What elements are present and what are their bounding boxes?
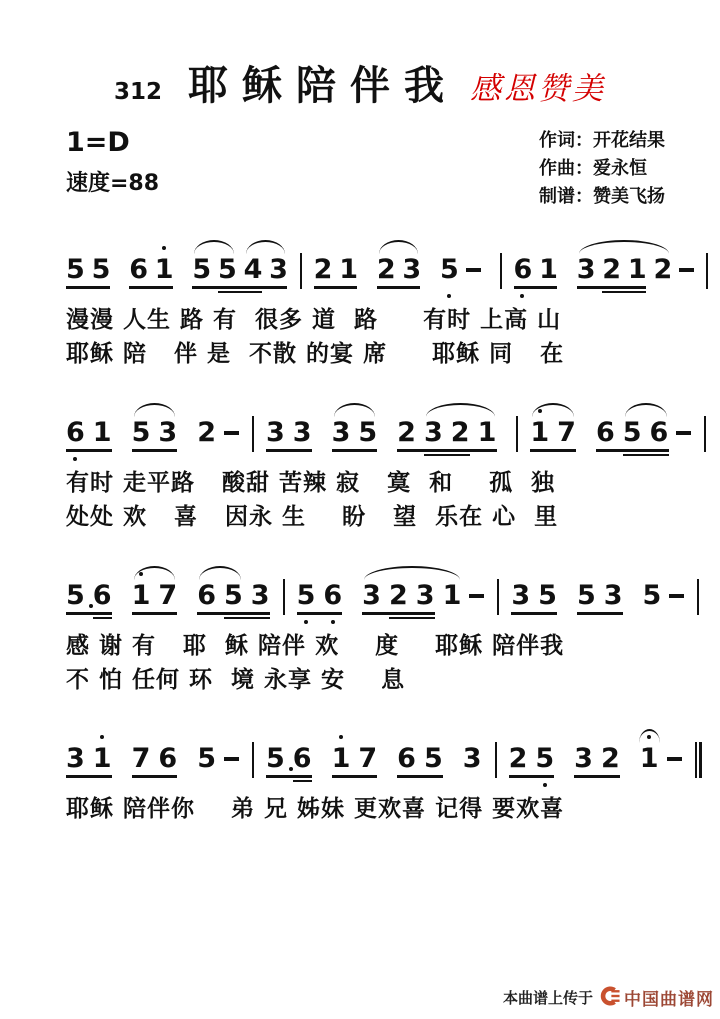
song-number: 312 bbox=[113, 79, 162, 105]
uploader-text: 本曲谱上传于 bbox=[502, 989, 593, 1007]
meta-row bbox=[66, 127, 665, 211]
song-title: 耶稣陪伴我 bbox=[188, 63, 458, 109]
note-token: 3 bbox=[331, 417, 351, 448]
octave-dot-low bbox=[73, 457, 77, 461]
note-token: 3 bbox=[576, 254, 596, 285]
note-token: 7 bbox=[557, 417, 576, 448]
credit-composer: 作曲：爱永恒 bbox=[539, 158, 647, 179]
beam-underline bbox=[362, 612, 435, 615]
note-token: 3 bbox=[511, 580, 531, 611]
note-token: 5 bbox=[538, 580, 557, 611]
note-token: 3 bbox=[292, 417, 312, 448]
footer-watermark bbox=[503, 985, 714, 1010]
note-token: 5 bbox=[66, 581, 85, 611]
note-token: 6 bbox=[397, 743, 416, 774]
note-token: 5 bbox=[192, 254, 212, 285]
final-barline bbox=[695, 742, 702, 778]
note-token: 5 bbox=[91, 254, 111, 285]
barline bbox=[697, 579, 699, 615]
music-line-4 bbox=[66, 744, 720, 778]
note-token: 6 bbox=[514, 255, 532, 285]
note-token: 1 bbox=[93, 744, 112, 774]
note-token: 5 bbox=[576, 580, 596, 611]
music-line-1 bbox=[66, 255, 720, 289]
note-token: 5 bbox=[535, 744, 554, 774]
song-subtitle: 感恩赞美 bbox=[470, 71, 606, 107]
note-token: 3 bbox=[574, 743, 593, 774]
note-token: 2 bbox=[388, 580, 408, 611]
barline bbox=[252, 742, 254, 778]
note-token: 1 bbox=[539, 254, 558, 285]
barline bbox=[300, 253, 302, 289]
dash-note bbox=[676, 418, 691, 448]
note-token: 3 bbox=[66, 743, 85, 774]
note-token: 1 bbox=[332, 744, 351, 774]
site-logo-icon bbox=[600, 986, 620, 1010]
note-token: 5 bbox=[440, 255, 458, 285]
note-token: 5 bbox=[223, 580, 243, 611]
note-token: 3 bbox=[158, 417, 178, 448]
beam-underline bbox=[577, 612, 623, 615]
note-token: 1 bbox=[442, 580, 462, 611]
note-token: 7 bbox=[158, 580, 178, 611]
beam-underline bbox=[129, 286, 173, 289]
dash-note bbox=[679, 255, 693, 285]
beam-underline bbox=[514, 286, 557, 289]
beam-underline bbox=[424, 454, 470, 457]
note-token: 6 bbox=[92, 580, 112, 611]
note-token: 3 bbox=[423, 417, 443, 448]
barline bbox=[706, 253, 708, 289]
barline bbox=[497, 579, 499, 615]
beam-underline bbox=[132, 449, 177, 452]
lyric-line-2-verse-2: 处处 欢 喜 因永 生 盼 望 乐在 心 里 bbox=[66, 504, 559, 530]
beam-underline bbox=[511, 612, 557, 615]
slur-arc bbox=[364, 566, 460, 580]
beam-underline bbox=[577, 286, 646, 289]
note-token: 5 bbox=[622, 417, 642, 448]
beam-underline bbox=[266, 449, 312, 452]
note-token: 5 bbox=[66, 254, 85, 285]
lyric-line-2-verse-1: 有时 走平路 酸甜 苦辣 寂 寞 和 孤 独 bbox=[66, 470, 556, 496]
note-token: 5 bbox=[266, 744, 285, 774]
note-token: 3 bbox=[603, 580, 623, 611]
note-token: 2 bbox=[376, 254, 396, 285]
beam-underline bbox=[197, 612, 270, 615]
beam-underline bbox=[397, 449, 497, 452]
octave-dot-high bbox=[339, 735, 343, 739]
note-token: 2 bbox=[313, 254, 333, 285]
beam-underline bbox=[93, 617, 112, 620]
note-token: 5 bbox=[131, 417, 151, 448]
note-token: 6 bbox=[649, 417, 669, 448]
slur-arc bbox=[334, 403, 375, 417]
octave-dot-high bbox=[162, 246, 166, 250]
dash-note bbox=[224, 744, 239, 774]
site-name: 中国曲谱网 bbox=[624, 990, 714, 1010]
note-token: 1 bbox=[92, 417, 112, 448]
beam-underline bbox=[224, 617, 270, 620]
slur-arc bbox=[246, 240, 285, 254]
note-token: 1 bbox=[132, 581, 151, 611]
note-token: 2 bbox=[653, 254, 673, 285]
dash-note bbox=[224, 418, 239, 448]
lyric-line-3-verse-1: 感 谢 有 耶 稣 陪伴 欢 度 耶稣 陪伴我 bbox=[66, 633, 565, 659]
octave-dot-low bbox=[520, 294, 524, 298]
dash-note bbox=[667, 744, 682, 774]
lyric-line-1-verse-2: 耶稣 陪 伴 是 不散 的宴 席 耶稣 同 在 bbox=[66, 341, 565, 367]
beam-underline bbox=[132, 612, 177, 615]
barline bbox=[495, 742, 497, 778]
music-line-2 bbox=[66, 418, 720, 452]
note-token: 6 bbox=[197, 580, 216, 611]
note-token: 5 bbox=[423, 743, 443, 774]
beam-underline bbox=[314, 286, 357, 289]
note-token: 7 bbox=[131, 743, 151, 774]
beam-underline bbox=[623, 454, 669, 457]
note-token: 6 bbox=[595, 417, 615, 448]
beam-underline bbox=[397, 775, 443, 778]
note-token: 3 bbox=[462, 743, 482, 774]
octave-dot-low bbox=[543, 783, 547, 787]
lyric-line-4-verse-1: 耶稣 陪伴你 弟 兄 姊妹 更欢喜 记得 要欢喜 bbox=[66, 796, 565, 822]
beam-underline bbox=[266, 775, 312, 778]
note-token: 5 bbox=[642, 580, 662, 611]
octave-dot-high bbox=[100, 735, 104, 739]
beam-underline bbox=[192, 286, 287, 289]
note-token: 1 bbox=[530, 418, 549, 448]
beam-underline bbox=[218, 291, 262, 294]
barline bbox=[283, 579, 285, 615]
barline bbox=[516, 416, 518, 452]
note-token: 3 bbox=[402, 254, 422, 285]
octave-dot-low bbox=[447, 294, 451, 298]
note-token: 6 bbox=[292, 743, 312, 774]
note-token: 5 bbox=[358, 417, 378, 448]
credits-block bbox=[539, 127, 665, 211]
slur-arc bbox=[379, 240, 418, 254]
note-token: 6 bbox=[129, 254, 148, 285]
music-line-3 bbox=[66, 581, 720, 615]
note-token: 3 bbox=[250, 580, 270, 611]
beam-underline bbox=[66, 612, 112, 615]
beam-underline bbox=[509, 775, 554, 778]
note-token: 6 bbox=[66, 418, 85, 448]
beam-underline bbox=[293, 780, 312, 783]
note-token: 2 bbox=[397, 417, 416, 448]
title-row bbox=[0, 0, 720, 111]
key-tempo-block bbox=[66, 127, 159, 211]
dash-note bbox=[469, 581, 484, 611]
credit-lyricist: 作词：开花结果 bbox=[539, 130, 665, 151]
slur-arc bbox=[532, 403, 574, 417]
octave-dot-low bbox=[304, 620, 308, 624]
note-token: 3 bbox=[265, 417, 285, 448]
slur-arc bbox=[199, 566, 241, 580]
note-token: 3 bbox=[415, 580, 435, 611]
note-token: 2 bbox=[600, 743, 620, 774]
note-token: 4 bbox=[243, 254, 263, 285]
note-token: 2 bbox=[197, 417, 216, 448]
note-token: 6 bbox=[158, 743, 178, 774]
note-token: 2 bbox=[508, 743, 528, 774]
beam-underline bbox=[377, 286, 420, 289]
beam-underline bbox=[66, 286, 110, 289]
slur-arc bbox=[625, 403, 667, 417]
lyric-line-1-verse-1: 漫漫 人生 路 有 很多 道 路 有时 上高 山 bbox=[66, 307, 562, 333]
note-token: 1 bbox=[477, 417, 497, 448]
note-token: 6 bbox=[323, 581, 342, 611]
note-token: 1 bbox=[627, 254, 647, 285]
lyric-line-3-verse-2: 不 怕 任何 环 境 永享 安 息 bbox=[66, 667, 406, 693]
beam-underline bbox=[596, 449, 669, 452]
note-token: 1 bbox=[640, 744, 659, 774]
beam-underline bbox=[389, 617, 435, 620]
note-token: 2 bbox=[602, 254, 622, 285]
credit-arranger: 制谱：赞美飞扬 bbox=[539, 186, 665, 207]
note-token: 5 bbox=[217, 254, 237, 285]
beam-underline bbox=[66, 449, 112, 452]
dash-note bbox=[669, 581, 684, 611]
beam-underline bbox=[66, 775, 112, 778]
note-token: 3 bbox=[269, 254, 288, 285]
tempo: 速度=88 bbox=[66, 171, 160, 196]
beam-underline bbox=[574, 775, 620, 778]
slur-arc bbox=[194, 240, 234, 254]
slur-arc bbox=[134, 403, 175, 417]
note-token: 3 bbox=[362, 580, 381, 611]
barline bbox=[704, 416, 706, 452]
beam-underline bbox=[530, 449, 576, 452]
slur-arc bbox=[579, 240, 669, 254]
note-token: 1 bbox=[155, 255, 173, 285]
note-token: 5 bbox=[297, 581, 316, 611]
barline bbox=[252, 416, 254, 452]
dash-note bbox=[466, 255, 480, 285]
note-token: 2 bbox=[450, 417, 470, 448]
beam-underline bbox=[332, 449, 377, 452]
note-token: 5 bbox=[197, 743, 216, 774]
slur-arc bbox=[426, 403, 495, 417]
beam-underline bbox=[602, 291, 646, 294]
key-signature: 1=D bbox=[66, 127, 130, 158]
octave-dot-low bbox=[331, 620, 335, 624]
slur-arc bbox=[134, 566, 175, 580]
note-token: 7 bbox=[358, 743, 378, 774]
beam-underline bbox=[132, 775, 177, 778]
slur-arc bbox=[639, 729, 660, 743]
barline bbox=[500, 253, 502, 289]
note-token: 1 bbox=[339, 254, 359, 285]
beam-underline bbox=[297, 612, 342, 615]
beam-underline bbox=[332, 775, 377, 778]
